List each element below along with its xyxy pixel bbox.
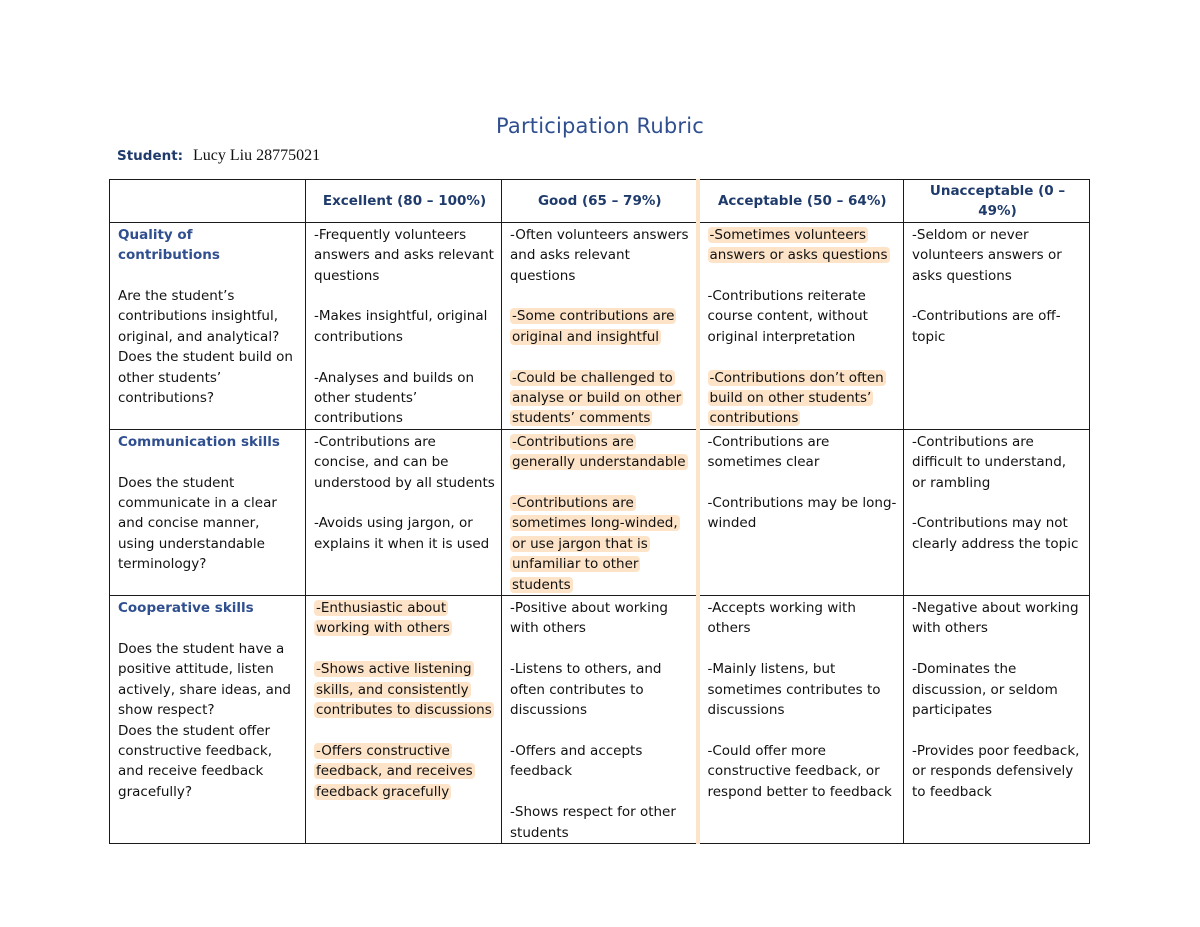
descriptor — [510, 741, 690, 782]
criterion-cell — [110, 222, 306, 429]
descriptor — [708, 368, 898, 429]
cell-unacceptable — [904, 429, 1090, 595]
descriptor-text: -Offers and accepts feedback — [510, 742, 643, 780]
descriptor-text: -Enthusiastic about working with others — [316, 600, 450, 637]
descriptor-text: -Contributions are concise, and can be understood by all students — [314, 433, 495, 491]
cell-unacceptable — [904, 222, 1090, 429]
descriptor-text: -Analyses and builds on other students’ contributions — [314, 369, 475, 427]
descriptor — [912, 225, 1083, 286]
criterion-cell — [110, 429, 306, 595]
criterion-question: Does the student have a positive attitude, listen actively, share ideas, and show respect? Does the student offer constructive feedback, and receive feedback gracefully? — [118, 640, 291, 800]
header-excellent: Excellent (80 – 100%) — [306, 180, 502, 223]
header-blank — [110, 180, 306, 223]
descriptor — [510, 225, 690, 286]
descriptor — [708, 741, 898, 802]
descriptor — [314, 741, 495, 802]
student-name: Lucy Liu 28775021 — [193, 147, 321, 164]
descriptor — [708, 659, 898, 720]
descriptor-text: -Could offer more constructive feedback, or respond better to feedback — [707, 742, 892, 800]
descriptor — [912, 306, 1083, 347]
descriptor-text: -Accepts working with others — [707, 600, 856, 637]
criterion-question: Are the student’s contributions insightful, original, and analytical? Does the student build on other students’ contributions? — [118, 288, 293, 407]
descriptor — [314, 225, 495, 286]
descriptor — [708, 225, 898, 266]
descriptor-text: -Provides poor feedback, or responds defensively to feedback — [912, 742, 1080, 800]
spacer — [118, 618, 299, 638]
header-good: Good (65 – 79%) — [502, 180, 698, 223]
descriptor — [314, 306, 495, 347]
cell-good — [502, 596, 698, 844]
cell-unacceptable — [904, 596, 1090, 844]
descriptor-text: -Positive about working with others — [510, 600, 668, 637]
student-field — [117, 145, 320, 167]
descriptor-text: -Contributions are generally understandable — [512, 433, 686, 471]
descriptor — [510, 493, 690, 595]
descriptor — [510, 306, 690, 347]
descriptor — [314, 598, 495, 639]
descriptor — [510, 368, 690, 429]
descriptor — [912, 432, 1083, 493]
descriptor — [912, 659, 1083, 720]
spacer — [118, 452, 299, 472]
descriptor — [510, 659, 690, 720]
cell-acceptable — [698, 429, 904, 595]
descriptor-text: -Dominates the discussion, or seldom participates — [912, 661, 1058, 719]
descriptor-text: -Seldom or never volunteers answers or asks questions — [912, 226, 1062, 284]
descriptor — [708, 598, 898, 639]
rubric-row — [110, 596, 1090, 844]
descriptor — [314, 368, 495, 429]
cell-good — [502, 222, 698, 429]
descriptor-text: -Contributions reiterate course content, without original interpretation — [707, 288, 868, 345]
descriptor-text: -Often volunteers answers and asks relevant questions — [510, 226, 689, 284]
cell-acceptable — [698, 222, 904, 429]
header-row — [110, 180, 1090, 223]
rubric-table — [109, 179, 1090, 844]
descriptor-text: -Sometimes volunteers answers or asks questions — [709, 226, 888, 264]
descriptor-text: -Contributions are difficult to understand, or rambling — [912, 433, 1067, 491]
descriptor — [912, 513, 1083, 554]
descriptor — [708, 493, 898, 534]
descriptor — [708, 432, 898, 473]
page-title: Participation Rubric — [495, 114, 705, 138]
criterion-question: Does the student communicate in a clear and concise manner, using understandable terminology? — [118, 474, 277, 573]
descriptor-text: -Could be challenged to analyse or build on other students’ comments — [512, 369, 682, 427]
descriptor — [912, 598, 1083, 639]
descriptor-text: -Contributions may be long-winded — [707, 495, 897, 532]
descriptor-text: -Contributions don’t often build on other students’ contributions — [709, 369, 884, 427]
descriptor — [510, 432, 690, 473]
descriptor-text: -Shows respect for other students — [510, 804, 676, 841]
descriptor-text: -Offers constructive feedback, and receives feedback gracefully — [316, 742, 473, 800]
descriptor-text: -Some contributions are original and insightful — [512, 308, 675, 345]
cell-acceptable — [698, 596, 904, 844]
cell-good — [502, 429, 698, 595]
descriptor — [314, 513, 495, 554]
descriptor — [510, 802, 690, 843]
descriptor-text: -Contributions are off-topic — [912, 308, 1061, 345]
descriptor-text: -Contributions are sometimes clear — [707, 433, 830, 471]
descriptor-text: -Shows active listening skills, and consistently contributes to discussions — [316, 661, 492, 719]
cell-excellent — [306, 596, 502, 844]
descriptor-text: -Negative about working with others — [912, 600, 1079, 637]
descriptor-text: -Makes insightful, original contributions — [314, 308, 488, 345]
descriptor-text: -Mainly listens, but sometimes contributes to discussions — [707, 661, 881, 719]
descriptor-text: -Avoids using jargon, or explains it when it is used — [314, 515, 490, 552]
descriptor-text: -Listens to others, and often contributes to discussions — [510, 661, 662, 719]
criterion-title: Quality of contributions — [118, 226, 220, 264]
criterion-title: Cooperative skills — [118, 600, 254, 617]
header-acceptable: Acceptable (50 – 64%) — [698, 180, 904, 223]
cell-excellent — [306, 429, 502, 595]
rubric-row — [110, 222, 1090, 429]
descriptor — [314, 432, 495, 493]
descriptor-text: -Contributions may not clearly address the topic — [912, 515, 1079, 552]
descriptor-text: -Contributions are sometimes long-winded, or use jargon that is unfamiliar to other students — [512, 495, 678, 593]
criterion-cell — [110, 596, 306, 844]
descriptor — [314, 659, 495, 720]
descriptor-text: -Frequently volunteers answers and asks relevant questions — [314, 226, 494, 284]
descriptor — [912, 741, 1083, 802]
descriptor — [510, 598, 690, 639]
rubric-row — [110, 429, 1090, 595]
student-label: Student: — [117, 148, 184, 164]
cell-excellent — [306, 222, 502, 429]
header-unacceptable: Unacceptable (0 – 49%) — [904, 180, 1090, 223]
descriptor — [708, 286, 898, 347]
spacer — [118, 266, 299, 286]
criterion-title: Communication skills — [118, 433, 280, 450]
